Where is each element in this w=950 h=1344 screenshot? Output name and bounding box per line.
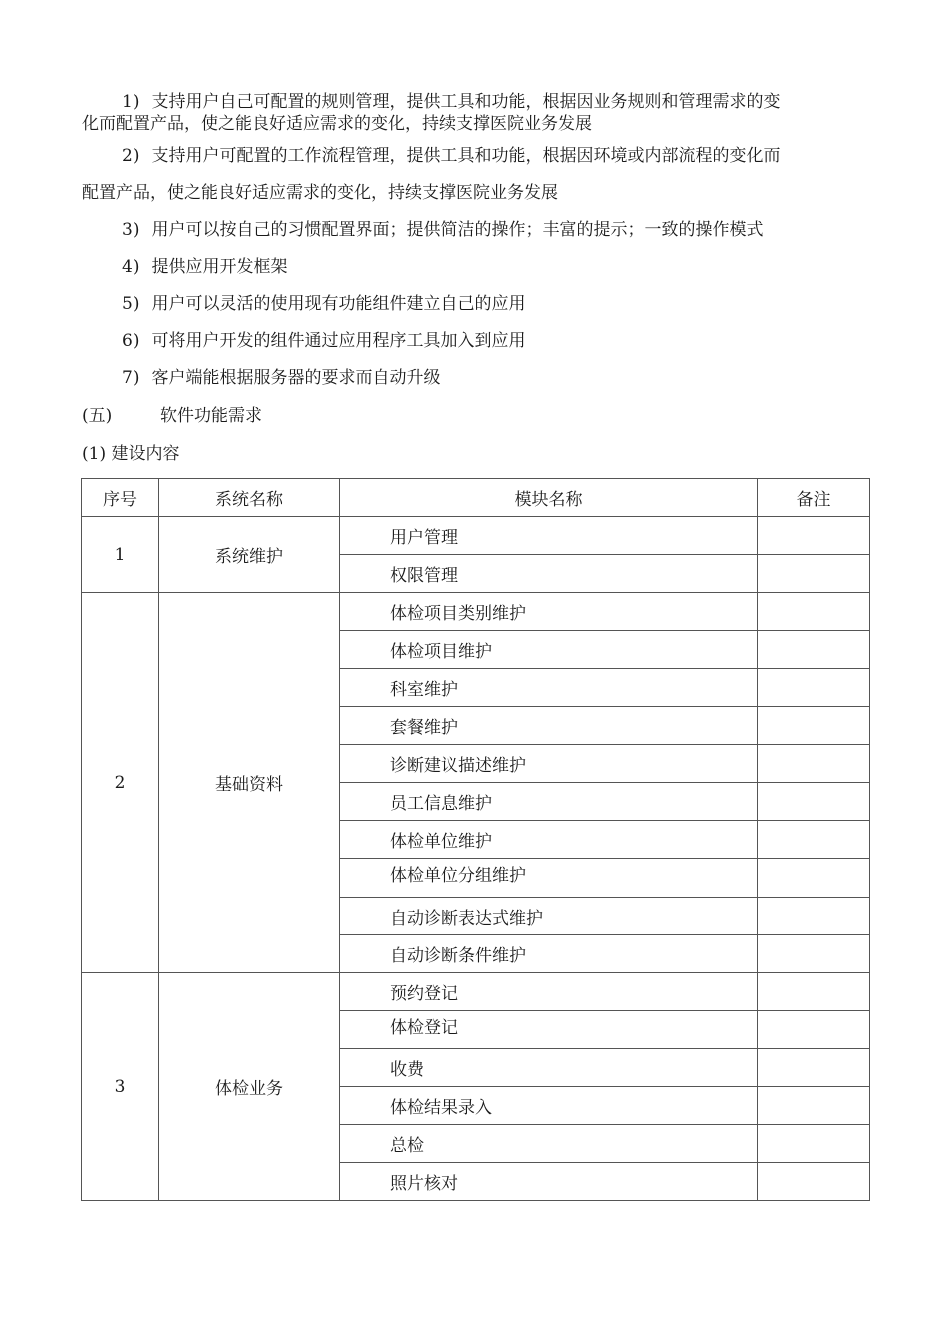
module-cell: 自动诊断表达式维护 <box>340 898 758 935</box>
module-cell: 预约登记 <box>340 973 758 1011</box>
header-note: 备注 <box>758 479 870 517</box>
list-text: 用户可以按自己的习惯配置界面；提供简洁的操作；丰富的提示；一致的操作模式 <box>151 220 764 240</box>
note-cell <box>758 859 870 898</box>
module-cell: 自动诊断条件维护 <box>340 935 758 973</box>
module-cell: 诊断建议描述维护 <box>340 745 758 783</box>
list-item <box>82 217 870 243</box>
list-text: 提供应用开发框架 <box>151 257 288 277</box>
list-number: 3) <box>122 220 140 240</box>
list-item <box>82 254 870 280</box>
module-cell: 收费 <box>340 1049 758 1087</box>
table-row <box>82 973 870 1011</box>
list-text-continuation: 配置产品，使之能良好适应需求的变化，持续支撑医院业务发展 <box>82 183 558 203</box>
note-cell <box>758 669 870 707</box>
module-cell: 权限管理 <box>340 555 758 593</box>
note-cell <box>758 631 870 669</box>
section-title: 软件功能需求 <box>160 406 262 426</box>
note-cell <box>758 821 870 859</box>
table-row <box>82 517 870 555</box>
list-number: 1) <box>122 92 140 112</box>
list-number: 5) <box>122 294 140 314</box>
system-cell: 体检业务 <box>159 973 340 1201</box>
system-cell: 基础资料 <box>159 593 340 973</box>
note-cell <box>758 1163 870 1201</box>
module-cell: 体检单位维护 <box>340 821 758 859</box>
modules-table <box>81 478 870 1201</box>
list-item <box>82 328 870 354</box>
list-text: 用户可以灵活的使用现有功能组件建立自己的应用 <box>151 294 526 314</box>
note-cell <box>758 517 870 555</box>
subsection-heading: (1) 建设内容 <box>82 444 180 464</box>
module-cell: 照片核对 <box>340 1163 758 1201</box>
list-text-continuation: 化而配置产品，使之能良好适应需求的变化，持续支撑医院业务发展 <box>82 114 592 134</box>
module-cell: 总检 <box>340 1125 758 1163</box>
list-number: 2) <box>122 146 140 166</box>
module-cell: 体检项目类别维护 <box>340 593 758 631</box>
list-item <box>82 365 870 391</box>
note-cell <box>758 898 870 935</box>
note-cell <box>758 1087 870 1125</box>
table-row <box>82 593 870 631</box>
module-cell: 科室维护 <box>340 669 758 707</box>
list-number: 4) <box>122 257 140 277</box>
note-cell <box>758 935 870 973</box>
note-cell <box>758 1125 870 1163</box>
note-cell <box>758 1049 870 1087</box>
note-cell <box>758 593 870 631</box>
module-cell: 员工信息维护 <box>340 783 758 821</box>
module-cell: 体检项目维护 <box>340 631 758 669</box>
note-cell <box>758 745 870 783</box>
note-cell <box>758 555 870 593</box>
module-cell: 套餐维护 <box>340 707 758 745</box>
list-number: 6) <box>122 331 140 351</box>
table-header-row <box>82 479 870 517</box>
section-number: (五) <box>82 406 113 426</box>
header-system: 系统名称 <box>159 479 340 517</box>
header-module: 模块名称 <box>340 479 758 517</box>
module-cell: 体检结果录入 <box>340 1087 758 1125</box>
note-cell <box>758 783 870 821</box>
list-item <box>82 143 870 169</box>
module-cell: 体检单位分组维护 <box>340 859 758 898</box>
list-text: 可将用户开发的组件通过应用程序工具加入到应用 <box>151 331 526 351</box>
list-text: 支持用户自己可配置的规则管理，提供工具和功能，根据因业务规则和管理需求的变 <box>151 92 781 112</box>
list-text: 客户端能根据服务器的要求而自动升级 <box>151 368 441 388</box>
system-cell: 系统维护 <box>159 517 340 593</box>
seq-cell: 2 <box>82 593 159 973</box>
list-text: 支持用户可配置的工作流程管理，提供工具和功能，根据因环境或内部流程的变化而 <box>151 146 781 166</box>
note-cell <box>758 973 870 1011</box>
module-cell: 体检登记 <box>340 1011 758 1049</box>
note-cell <box>758 1011 870 1049</box>
header-seq: 序号 <box>82 479 159 517</box>
list-item <box>82 291 870 317</box>
seq-cell: 3 <box>82 973 159 1201</box>
note-cell <box>758 707 870 745</box>
section-heading <box>82 403 262 429</box>
seq-cell: 1 <box>82 517 159 593</box>
list-number: 7) <box>122 368 140 388</box>
module-cell: 用户管理 <box>340 517 758 555</box>
